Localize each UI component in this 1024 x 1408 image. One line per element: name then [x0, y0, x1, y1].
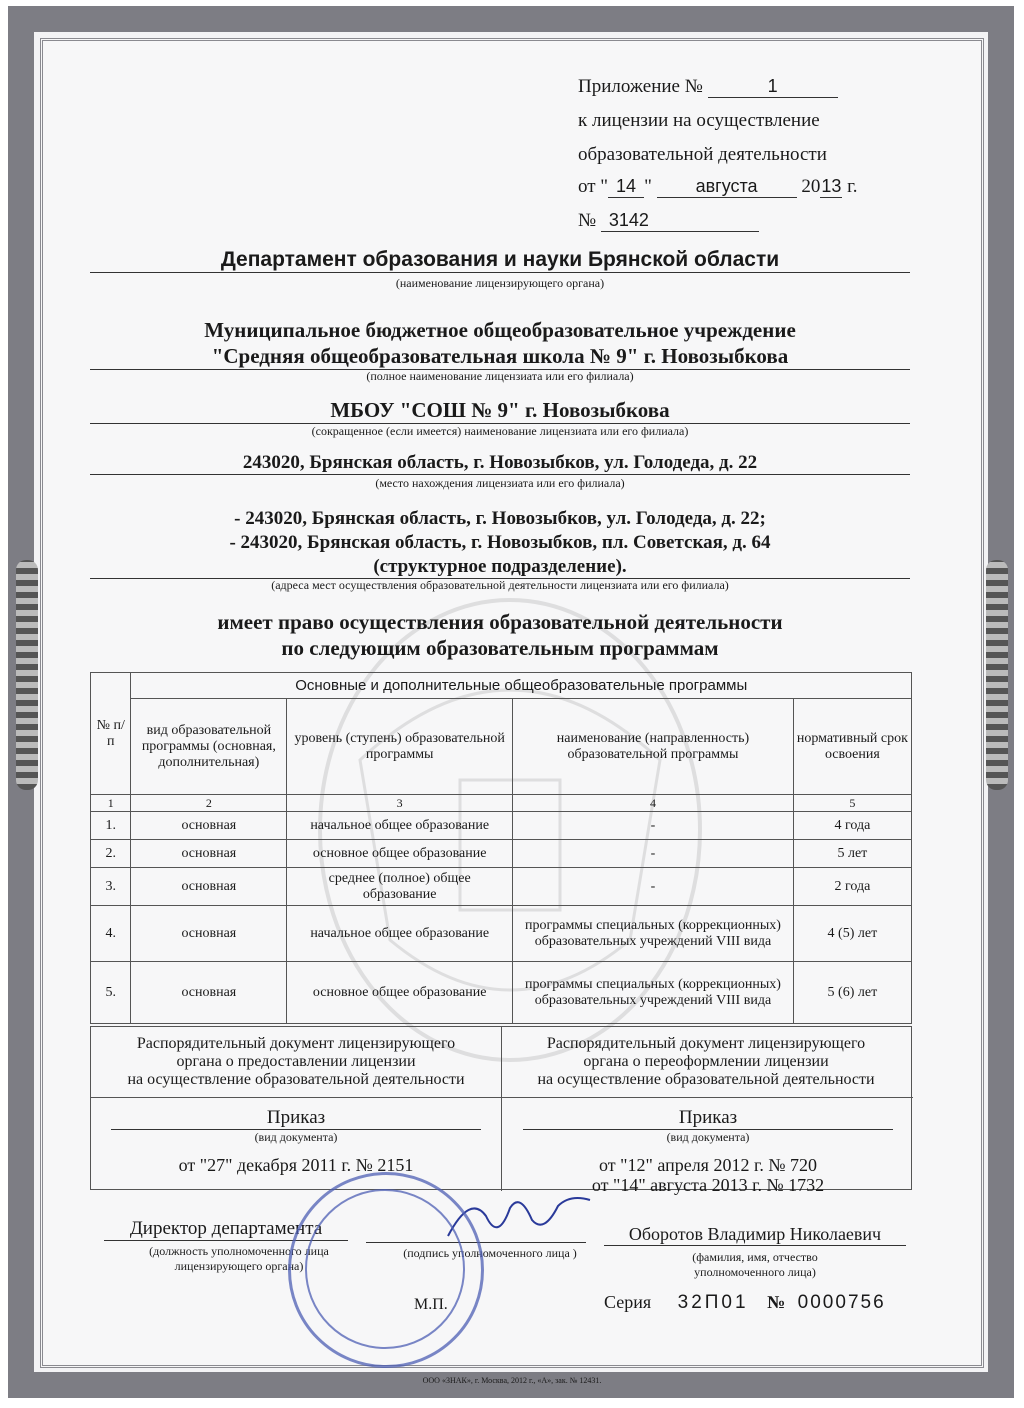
address-2: - 243020, Брянская область, г. Новозыбков, пл. Советская, д. 64: [229, 532, 771, 553]
date-day: 14: [608, 176, 644, 198]
appendix-number: 1: [708, 76, 838, 98]
reissue-title-3: на осуществление образовательной деятельности: [537, 1071, 875, 1088]
rights-line-2: по следующим образовательным программам: [281, 636, 719, 660]
documents-divider: [91, 1097, 913, 1098]
row-type: основная: [131, 840, 287, 868]
row-level: начальное общее образование: [287, 812, 513, 840]
row-name: программы специальных (коррекционных) образовательных учреждений VIII вида: [513, 962, 794, 1024]
row-term: 5 (6) лет: [793, 962, 911, 1024]
group-header: Основные и дополнительные общеобразовательные программы: [131, 673, 912, 699]
index-cell: 2: [131, 795, 287, 812]
grant-doc-kind: Приказ: [111, 1107, 481, 1130]
signer-position: Директор департамента: [104, 1218, 348, 1241]
row-type: основная: [131, 906, 287, 962]
reissue-doc-detail-1: от "12" апреля 2012 г. № 720: [599, 1155, 817, 1175]
row-number: 2.: [91, 840, 131, 868]
grant-title-2: органа о предоставлении лицензии: [176, 1053, 416, 1070]
official-seal: [288, 1172, 484, 1368]
row-name: -: [513, 812, 794, 840]
index-cell: 1: [91, 795, 131, 812]
printer-imprint: ООО «ЗНАК», г. Москва, 2012 г., «А», зак. № 12431.: [422, 1376, 602, 1385]
row-number: 1.: [91, 812, 131, 840]
table-row: [91, 868, 912, 906]
licensee-location: 243020, Брянская область, г. Новозыбков, ул. Голодеда, д. 22: [90, 452, 910, 475]
grant-title-1: Распорядительный документ лицензирующего: [136, 1035, 456, 1052]
grant-doc-kind-caption: (вид документа): [254, 1130, 338, 1144]
row-level: основное общее образование: [287, 962, 513, 1024]
row-level: начальное общее образование: [287, 906, 513, 962]
signature-caption: (подпись уполномоченного лица ): [403, 1246, 577, 1260]
table-row: [91, 812, 912, 840]
date-year-prefix: 20: [801, 176, 821, 197]
col-term-header: нормативный срок освоения: [793, 699, 911, 795]
signer-name-caption: (фамилия, имя, отчество уполномоченного лица): [692, 1250, 818, 1279]
form-number-value: 0000756: [797, 1292, 886, 1313]
appendix-label: Приложение №: [578, 76, 703, 97]
date-month: августа: [657, 176, 797, 198]
reissue-title-2: органа о переоформлении лицензии: [583, 1053, 829, 1070]
documents-block: [90, 1026, 912, 1195]
col-num-header: № п/п: [91, 673, 131, 795]
row-type: основная: [131, 868, 287, 906]
col-level-header: уровень (ступень) образовательной программы: [287, 699, 513, 795]
licensor-caption: (наименование лицензирующего органа): [395, 276, 605, 290]
address-caption: (адреса мест осуществления образовательной деятельности лицензиата или его филиала): [271, 578, 729, 592]
rights-line-1: имеет право осуществления образовательной деятельности: [217, 610, 783, 634]
grant-title-3: на осуществление образовательной деятельности: [127, 1071, 465, 1088]
row-level: среднее (полное) общее образование: [287, 868, 513, 906]
right-ornament: [986, 560, 1008, 790]
index-cell: 4: [513, 795, 794, 812]
license-num-value: 3142: [601, 210, 759, 232]
col-type-header: вид образовательной программы (основная, дополнительная): [131, 699, 287, 795]
full-name-caption: (полное наименование лицензиата или его филиала): [366, 369, 634, 383]
row-term: 4 (5) лет: [793, 906, 911, 962]
row-name: -: [513, 840, 794, 868]
row-term: 2 года: [793, 868, 911, 906]
license-ref-line2: образовательной деятельности: [578, 144, 827, 165]
short-name-caption: (сокращенное (если имеется) наименование лицензиата или его филиала): [311, 424, 689, 438]
series-line: [604, 1292, 886, 1314]
reissue-doc-kind: Приказ: [523, 1107, 893, 1130]
row-type: основная: [131, 962, 287, 1024]
programs-table: [90, 672, 912, 1024]
row-number: 4.: [91, 906, 131, 962]
col-name-header: наименование (направленность) образовательной программы: [513, 699, 794, 795]
date-prefix: от ": [578, 176, 609, 197]
row-term: 5 лет: [793, 840, 911, 868]
row-type: основная: [131, 812, 287, 840]
row-number: 3.: [91, 868, 131, 906]
row-term: 4 года: [793, 812, 911, 840]
signer-name: Оборотов Владимир Николаевич: [604, 1224, 906, 1246]
appendix-line: [578, 76, 838, 98]
series-value: 32П01: [677, 1292, 749, 1313]
table-row: [91, 906, 912, 962]
reissue-doc-detail-2: от "14" августа 2013 г. № 1732: [591, 1175, 825, 1195]
date-quote: ": [644, 176, 652, 197]
date-suffix: г.: [847, 176, 858, 197]
index-cell: 5: [793, 795, 911, 812]
license-num-label: №: [578, 210, 597, 231]
licensee-short-name: МБОУ "СОШ № 9" г. Новозыбкова: [90, 398, 910, 424]
table-row: [91, 840, 912, 868]
licensee-full-name-2: "Средняя общеобразовательная школа № 9" г. Новозыбкова: [90, 344, 910, 370]
date-year: 13: [821, 176, 842, 196]
licensor-name: Департамент образования и науки Брянской области: [90, 248, 910, 273]
form-number-label: №: [767, 1292, 786, 1312]
reissue-doc-kind-caption: (вид документа): [666, 1130, 750, 1144]
reissue-title-1: Распорядительный документ лицензирующего: [546, 1035, 866, 1052]
license-ref-line1: к лицензии на осуществление: [578, 110, 820, 131]
location-caption: (место нахождения лицензиата или его филиала): [375, 476, 625, 490]
address-1: - 243020, Брянская область, г. Новозыбков, ул. Голодеда, д. 22;: [234, 508, 766, 529]
row-name: -: [513, 868, 794, 906]
index-row: [91, 795, 912, 812]
row-level: основное общее образование: [287, 840, 513, 868]
license-date-line: [578, 176, 857, 198]
grant-doc-detail: от "27" декабря 2011 г. № 2151: [178, 1155, 414, 1175]
row-name: программы специальных (коррекционных) образовательных учреждений VIII вида: [513, 906, 794, 962]
row-number: 5.: [91, 962, 131, 1024]
index-cell: 3: [287, 795, 513, 812]
license-number-line: [578, 210, 759, 232]
signer-position-caption: (должность уполномоченного лица лицензирующего органа): [149, 1244, 329, 1273]
series-label: Серия: [604, 1292, 652, 1312]
seal-place-label: М.П.: [414, 1296, 448, 1313]
left-ornament: [16, 560, 38, 790]
table-row: [91, 962, 912, 1024]
licensee-full-name-1: Муниципальное бюджетное общеобразовательное учреждение: [204, 318, 796, 342]
address-3: (структурное подразделение).: [90, 556, 910, 579]
